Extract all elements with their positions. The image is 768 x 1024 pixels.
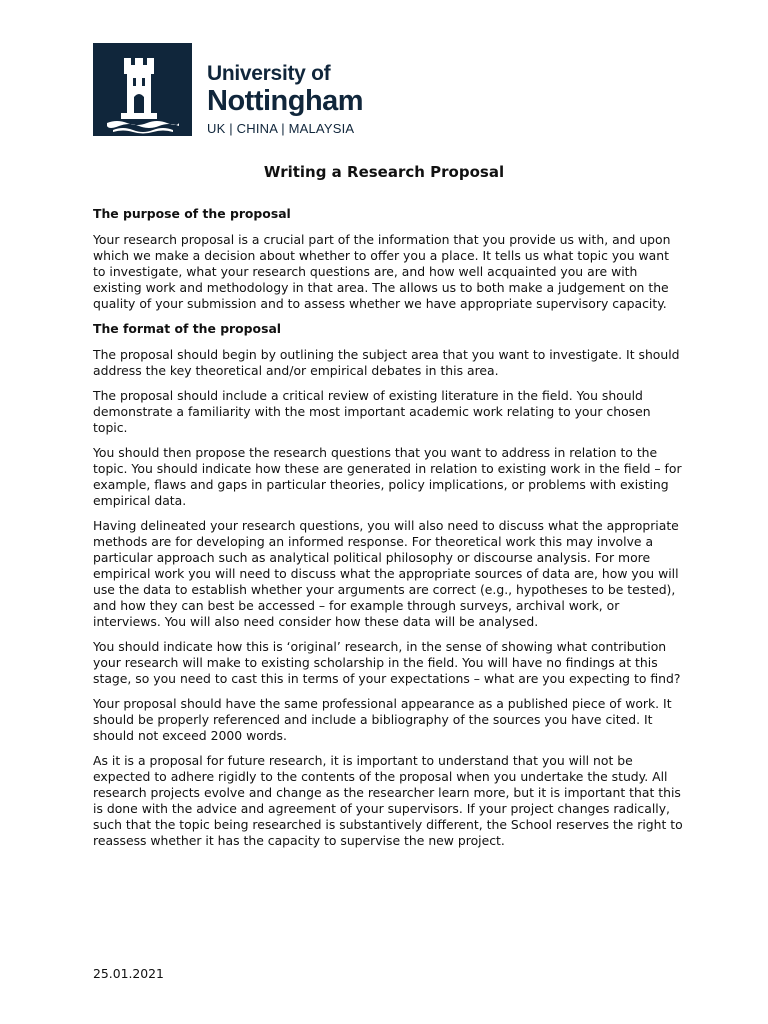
paragraph-purpose: Your research proposal is a crucial part of the information that you provide us with, and upon which we make a decision about whether to offer you a place. It tells us what topic you want to investigate, what your research questions are, and how well acquainted you are with existing work and methodology in that area. The allows us to both make a judgement on the quality of your submission and to assess whether we have appropriate supervisory capacity. [93, 232, 671, 311]
wordmark-line-campuses: UK | CHINA | MALAYSIA [207, 121, 355, 136]
paragraph-research-questions: You should then propose the research questions that you want to address in relation to the topic. You should indicate how these are generated in relation to existing work in the field – for example, flaws and gaps in particular theories, policy implications, or problems with existing empirical data. [93, 445, 682, 508]
paragraph-originality: You should indicate how this is ‘original’ research, in the sense of showing what contribution your research will make to existing scholarship in the field. You will have no findings at this stage, so you need to cast this in terms of your expectations – what are you expecting to find? [93, 639, 681, 686]
paragraph-subject-area: The proposal should begin by outlining the subject area that you want to investigate. It should address the key theoretical and/or empirical debates in this area. [93, 347, 680, 378]
section-heading-format: The format of the proposal [93, 321, 282, 336]
wordmark-line-nottingham: Nottingham [207, 85, 364, 117]
paragraph-methods: Having delineated your research questions, you will also need to discuss what the appropriate methods are for developing an informed response. For theoretical work this may involve a particular approach such as analytical political philosophy or discourse analysis. For more empirical work you will need to discuss what the appropriate sources of data are, how you will use the data to establish whether your arguments are correct (e.g., hypotheses to be tested), and how they can best be accessed – for example through surveys, archival work, or interviews. You will also need consider how these data will be analysed. [93, 518, 679, 629]
university-wordmark [207, 62, 363, 137]
document-date: 25.01.2021 [93, 966, 164, 981]
section-heading-purpose: The purpose of the proposal [93, 206, 291, 221]
document-title: Writing a Research Proposal [263, 163, 505, 181]
wordmark-line-university-of: University of [207, 62, 331, 85]
paragraph-literature-review: The proposal should include a critical review of existing literature in the field. You should demonstrate a familiarity with the most important academic work relating to your chosen topic. [93, 388, 651, 435]
paragraph-future-research: As it is a proposal for future research, it is important to understand that you will not be expected to adhere rigidly to the contents of the proposal when you undertake the study. All research projects evolve and change as the researcher learn more, but it is important that this is done with the advice and agreement of your supervisors. If your project changes radically, such that the topic being researched is substantively different, the School reserves the right to reassess whether it has the capacity to supervise the new project. [93, 753, 683, 848]
document-body [93, 206, 683, 858]
castle-icon [93, 43, 192, 136]
paragraph-presentation: Your proposal should have the same professional appearance as a published piece of work. It should be properly referenced and include a bibliography of the sources you have cited. It should not exceed 2000 words. [93, 696, 672, 743]
university-logo-crest [93, 43, 192, 136]
